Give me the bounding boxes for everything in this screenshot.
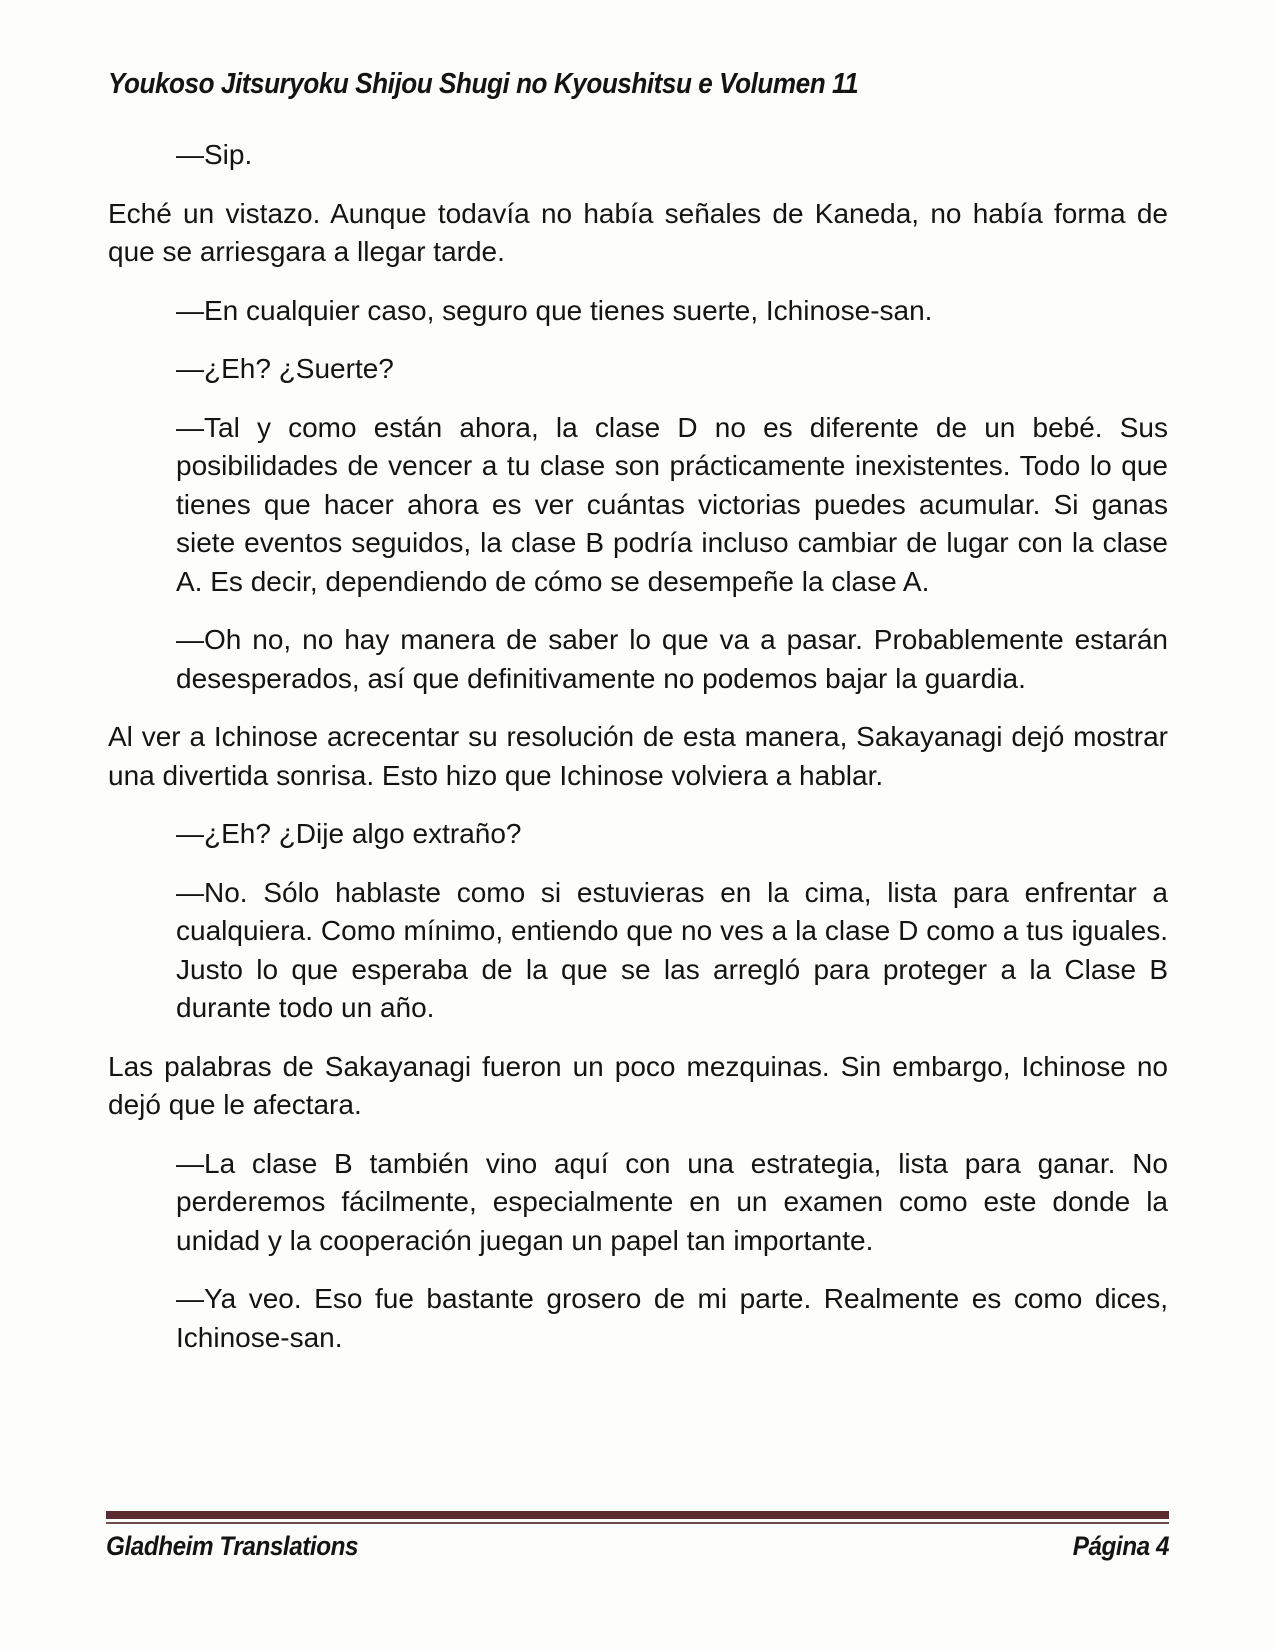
page-header bbox=[108, 68, 1169, 101]
paragraph-dialogue: —En cualquier caso, seguro que tienes suerte, Ichinose-san. bbox=[176, 294, 933, 326]
running-title: Youkoso Jitsuryoku Shijou Shugi no Kyoushitsu e Volumen 11 bbox=[108, 68, 859, 100]
paragraph-narration: Al ver a Ichinose acrecentar su resolución de esta manera, Sakayanagi dejó mostrar una divertida sonrisa. Esto hizo que Ichinose volviera a hablar. bbox=[108, 721, 1168, 791]
paragraph-dialogue: —¿Eh? ¿Dije algo extraño? bbox=[176, 818, 522, 849]
paragraph-dialogue: —¿Eh? ¿Suerte? bbox=[176, 353, 394, 384]
footer-page-number: Página 4 bbox=[1072, 1531, 1169, 1561]
paragraph-dialogue: —La clase B también vino aquí con una estrategia, lista para ganar. No perderemos fácilmente, especialmente en un examen como este donde la unidad y la cooperación juegan un papel tan importante. bbox=[176, 1147, 1168, 1256]
paragraph-dialogue: —Tal y como están ahora, la clase D no es diferente de un bebé. Sus posibilidades de vencer a tu clase son prácticamente inexistentes. Todo lo que tienes que hacer ahora es ver cuántas victorias puedes acumular. Si ganas siete eventos seguidos, la clase B podría incluso cambiar de lugar con la clase A. Es decir, dependiendo de cómo se desempeñe la clase A. bbox=[176, 411, 1168, 597]
document-body bbox=[108, 136, 1168, 1377]
page-footer bbox=[106, 1511, 1169, 1562]
footer-row bbox=[106, 1531, 1169, 1562]
footer-translator: Gladheim Translations bbox=[106, 1531, 359, 1561]
paragraph-dialogue: —Sip. bbox=[176, 139, 253, 170]
paragraph-narration: Eché un vistazo. Aunque todavía no había señales de Kaneda, no había forma de que se arriesgara a llegar tarde. bbox=[108, 197, 1168, 267]
paragraph-dialogue: —Oh no, no hay manera de saber lo que va a pasar. Probablemente estarán desesperados, así que definitivamente no podemos bajar la guardia. bbox=[176, 624, 1168, 694]
paragraph-dialogue: —No. Sólo hablaste como si estuvieras en la cima, lista para enfrentar a cualquiera. Como mínimo, entiendo que no ves a la clase D como a tus iguales. Justo lo que esperaba de la que se las arregló para proteger a la Clase B durante todo un año. bbox=[176, 876, 1168, 1023]
footer-rule bbox=[106, 1511, 1169, 1524]
paragraph-dialogue: —Ya veo. Eso fue bastante grosero de mi parte. Realmente es como dices, Ichinose-san. bbox=[176, 1283, 1168, 1353]
paragraph-narration: Las palabras de Sakayanagi fueron un poco mezquinas. Sin embargo, Ichinose no dejó que le afectara. bbox=[108, 1050, 1168, 1120]
